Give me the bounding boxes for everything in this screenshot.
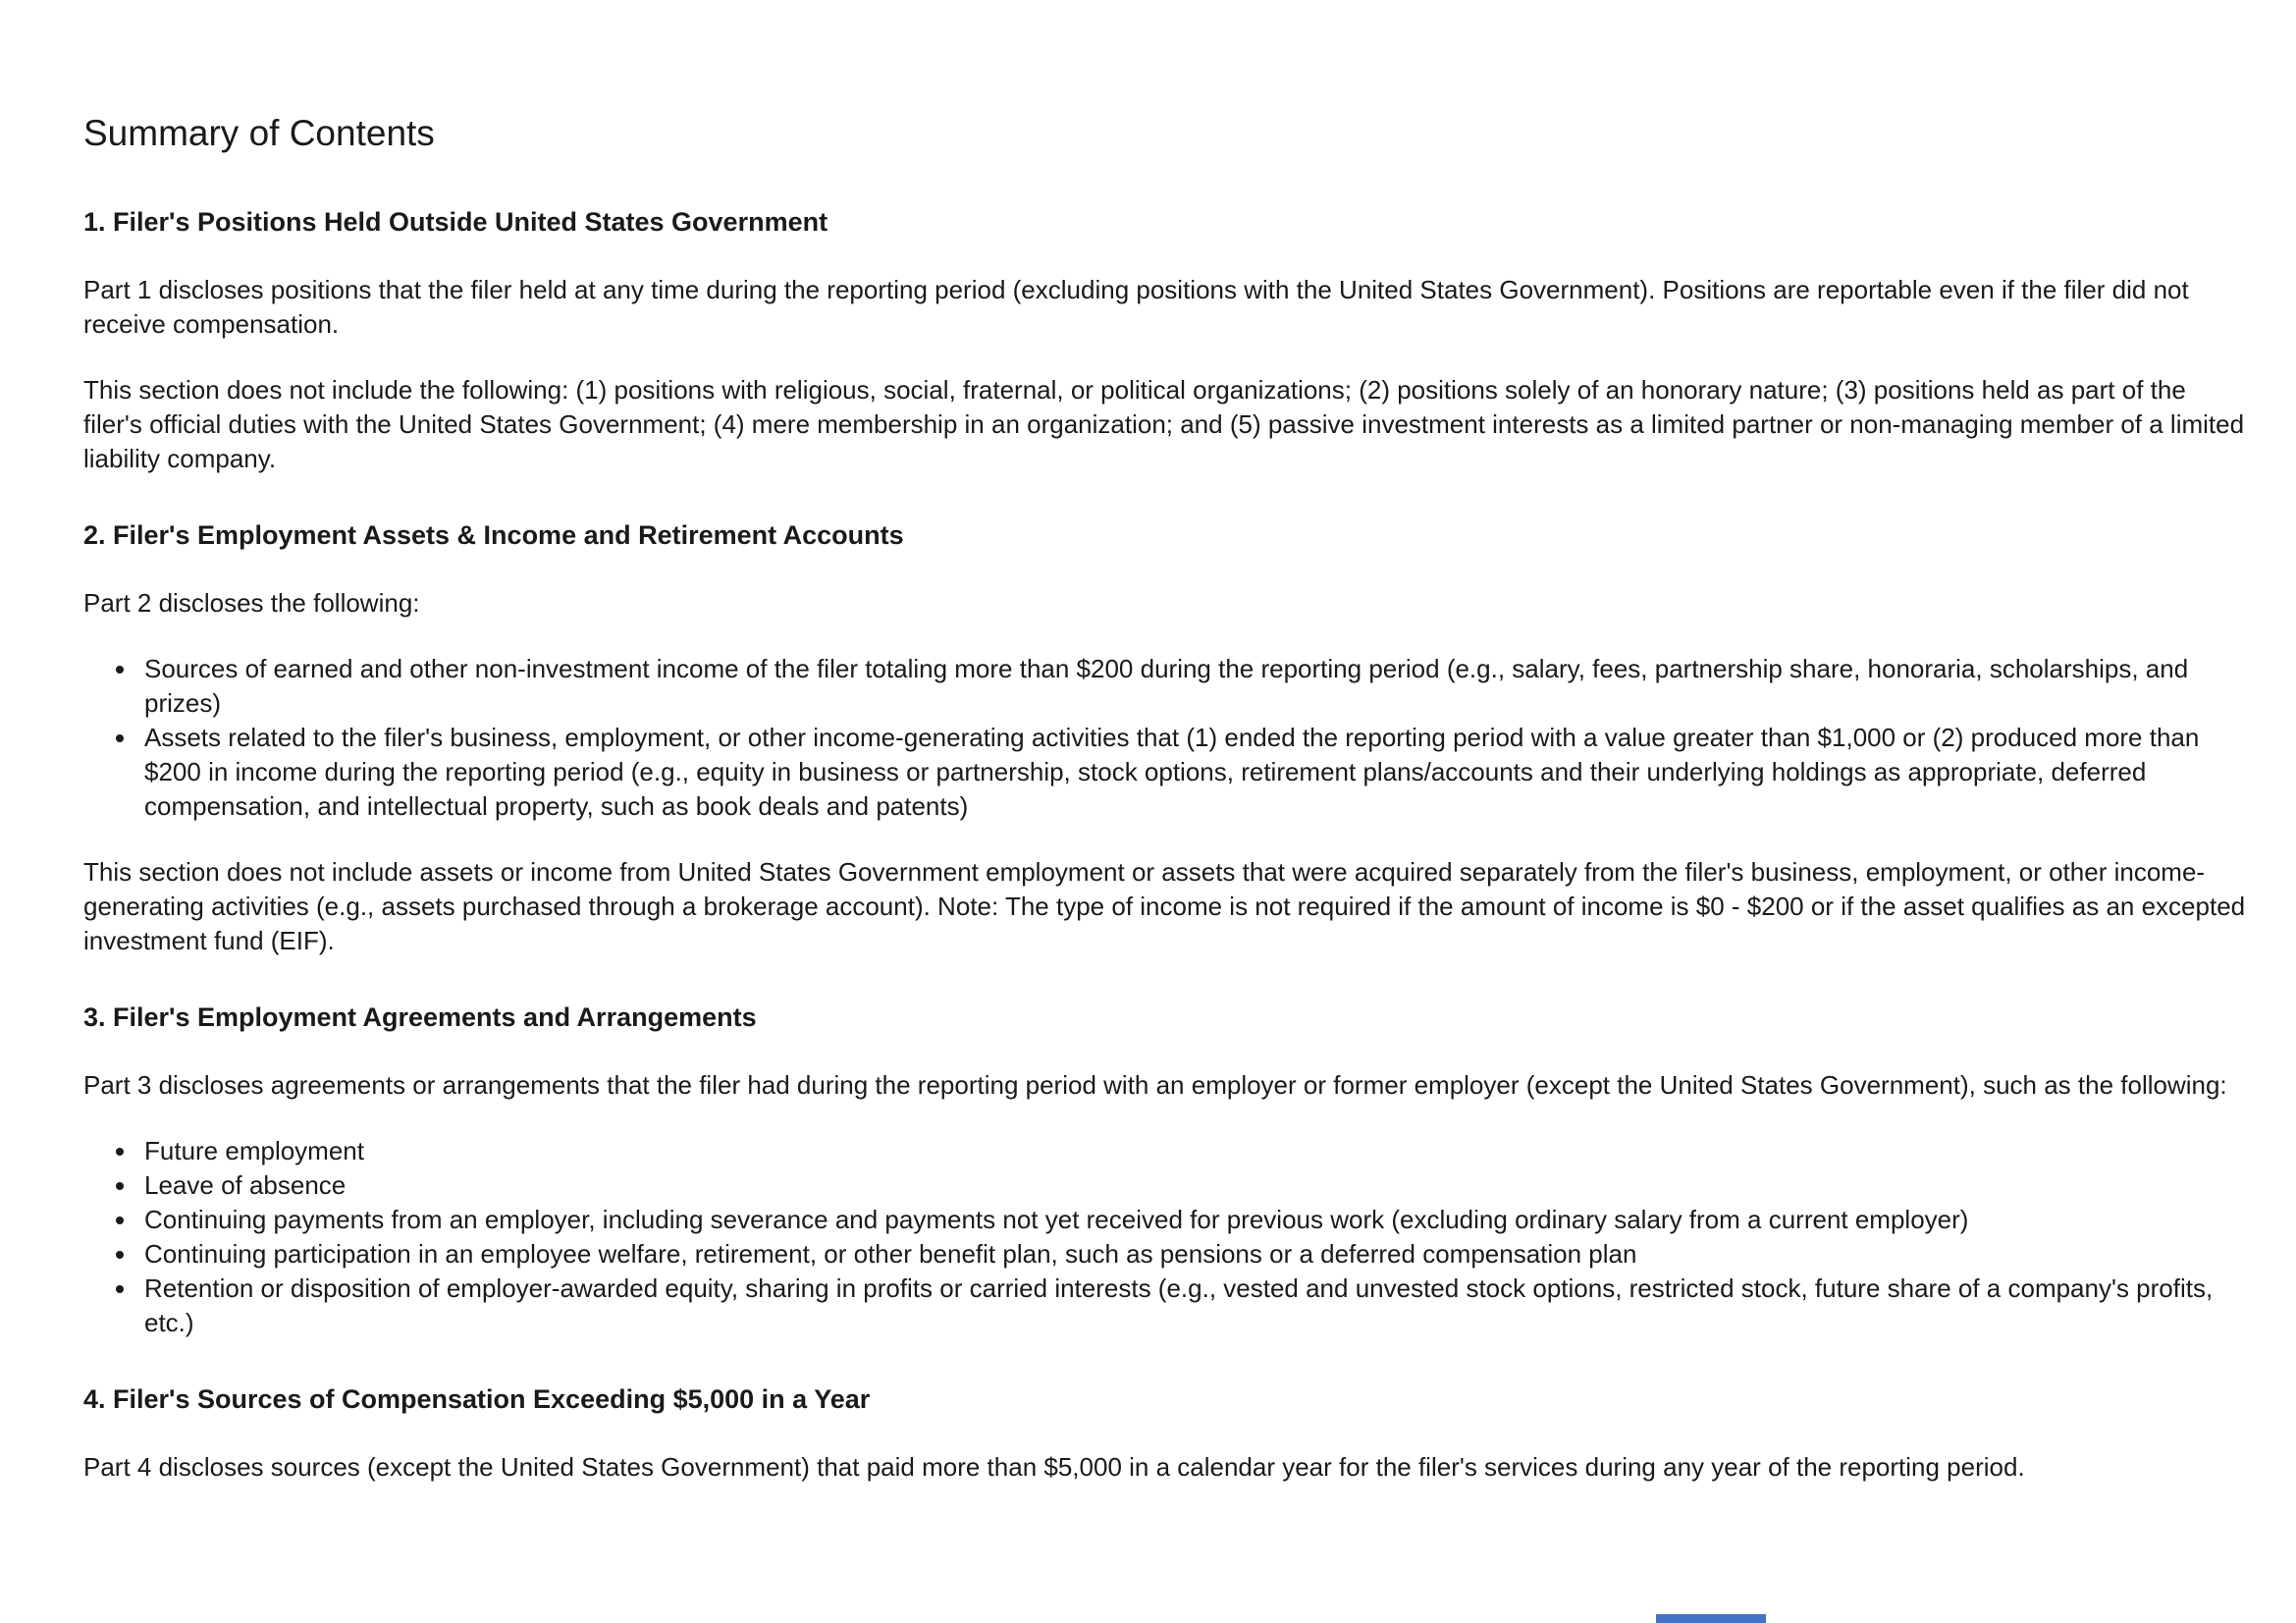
document-page — [83, 110, 2248, 1485]
bullet-item: • Leave of absence — [138, 1168, 2248, 1203]
bullet-item: • Continuing participation in an employee welfare, retirement, or other benefit plan, such as pensions or a deferred compensation plan — [138, 1237, 2248, 1271]
bullet-item: • Continuing payments from an employer, including severance and payments not yet received for previous work (excluding ordinary salary from a current employer) — [138, 1203, 2248, 1237]
page-title: Summary of Contents — [83, 113, 435, 153]
bullet-item: • Future employment — [138, 1134, 2248, 1168]
bullet-item: • Assets related to the filer's business, employment, or other income-generating activities that (1) ended the reporting period with a value greater than $1,000 or (2) produced more than $200 in income during the reporting period (e.g., equity in business or partnership, stock options, retirement plans/accounts and their underlying holdings as appropriate, deferred compensation, and intellectual property, such as book deals and patents) — [138, 721, 2248, 824]
section-positions — [83, 204, 2248, 476]
paragraph: This section does not include assets or income from United States Government employment or assets that were acquired separately from the filer's business, employment, or other income-generating activities (e.g., assets purchased through a brokerage account). Note: The type of income is not required if the amount of income is $0 - $200 or if the asset qualifies as an excepted investment fund (EIF). — [83, 857, 2246, 955]
section-compensation — [83, 1381, 2248, 1485]
paragraph: Part 3 discloses agreements or arrangements that the filer had during the reporting period with an employer or former employer (except the United States Government), such as the following: — [83, 1070, 2227, 1100]
section-heading: 4. Filer's Sources of Compensation Exceeding $5,000 in a Year — [83, 1384, 871, 1414]
clipped-blue-element — [1656, 1614, 1766, 1623]
section-heading: 1. Filer's Positions Held Outside United States Government — [83, 207, 828, 237]
bullet-item: • Sources of earned and other non-investment income of the filer totaling more than $200 during the reporting period (e.g., salary, fees, partnership share, honoraria, scholarships, and prizes) — [138, 652, 2248, 721]
bullet-item: • Retention or disposition of employer-awarded equity, sharing in profits or carried interests (e.g., vested and unvested stock options, restricted stock, future share of a company's profits, etc.) — [138, 1271, 2248, 1340]
paragraph: Part 2 discloses the following: — [83, 588, 420, 618]
section-employment-assets — [83, 517, 2248, 958]
section-heading: 3. Filer's Employment Agreements and Arrangements — [83, 1002, 757, 1032]
paragraph: Part 4 discloses sources (except the United States Government) that paid more than $5,000 in a calendar year for the filer's services during any year of the reporting period. — [83, 1452, 2025, 1482]
section-heading: 2. Filer's Employment Assets & Income and Retirement Accounts — [83, 520, 904, 550]
bullet-list — [83, 652, 2248, 824]
paragraph: Part 1 discloses positions that the filer held at any time during the reporting period (excluding positions with the United States Government). Positions are reportable even if the filer did not receive compensation. — [83, 275, 2189, 339]
section-agreements — [83, 1000, 2248, 1340]
paragraph: This section does not include the following: (1) positions with religious, social, fraternal, or political organizations; (2) positions solely of an honorary nature; (3) positions held as part of the filer's official duties with the United States Government; (4) mere membership in an organization; and (5) passive investment interests as a limited partner or non-managing member of a limited liability company. — [83, 375, 2245, 473]
bullet-list — [83, 1134, 2248, 1340]
